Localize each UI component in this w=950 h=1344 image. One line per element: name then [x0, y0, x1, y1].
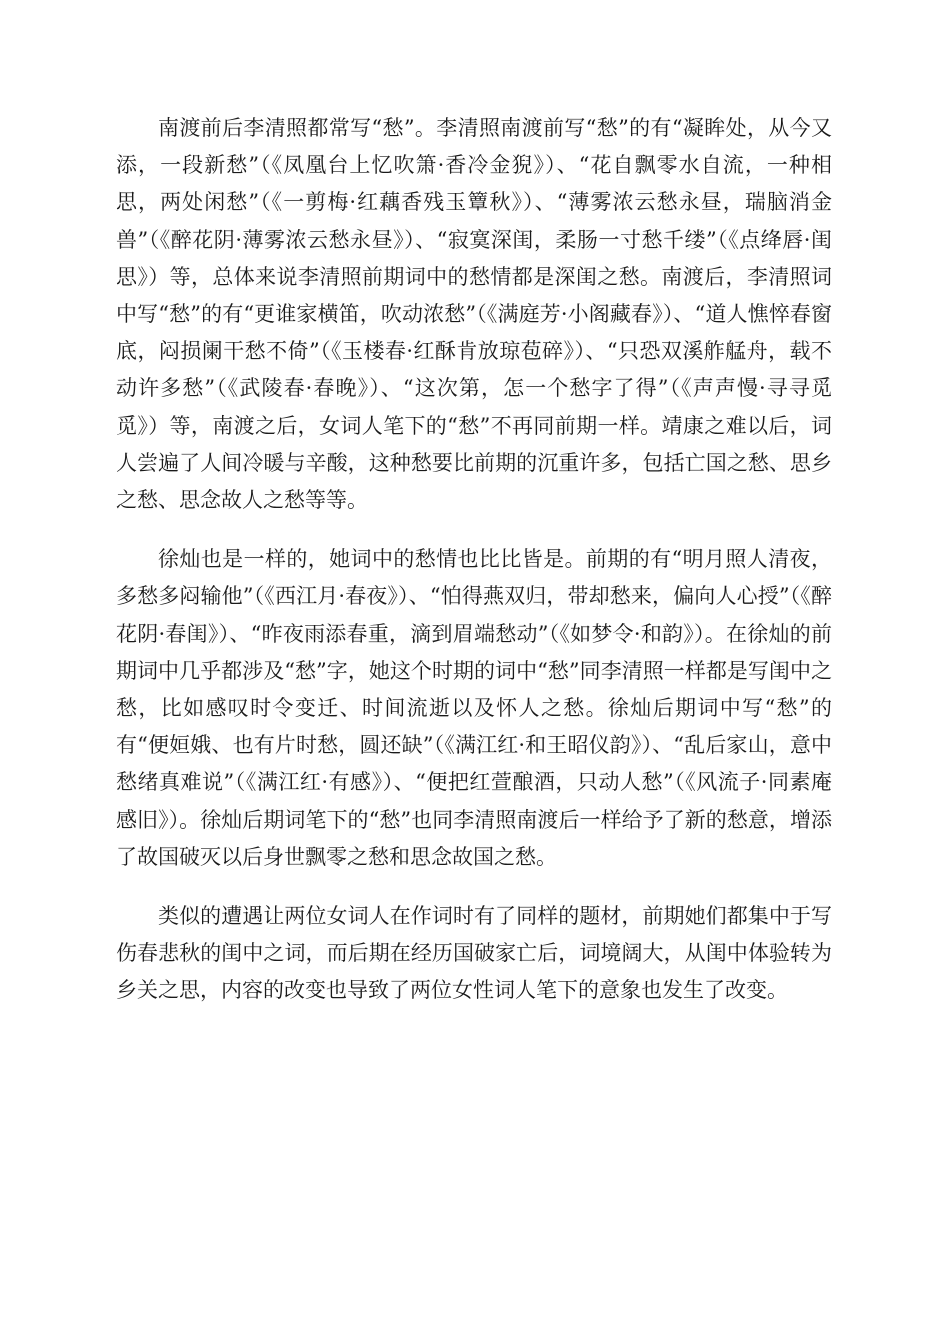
body-text	[116, 110, 832, 1032]
paragraph-1: 南渡前后李清照都常写“愁”。李清照南渡前写“愁”的有“凝眸处，从今又添，一段新愁”（《凤凰台上忆吹箫·香冷金猊》）、“花自飘零水自流，一种相思，两处闲愁”（《一剪梅·红藕香残玉簟秋》）、“薄雾浓云愁永昼，瑞脑消金兽”（《醉花阴·薄雾浓云愁永昼》）、“寂寞深闺，柔肠一寸愁千缕”（《点绛唇·闺思》）等，总体来说李清照前期词中的愁情都是深闺之愁。南渡后，李清照词中写“愁”的有“更谁家横笛，吹动浓愁”（《满庭芳·小阁藏春》）、“道人憔悴春窗底，闷损阑干愁不倚”（《玉楼春·红酥肯放琼苞碎》）、“只恐双溪舴艋舟，载不动许多愁”（《武陵春·春晚》）、“这次第，怎一个愁字了得”（《声声慢·寻寻觅觅》）等，南渡之后，女词人笔下的“愁”不再同前期一样。靖康之难以后，词人尝遍了人间冷暖与辛酸，这种愁要比前期的沉重许多，包括亡国之愁、思乡之愁、思念故人之愁等等。	[116, 116, 832, 513]
paragraph-3: 类似的遭遇让两位女词人在作词时有了同样的题材，前期她们都集中于写伤春悲秋的闺中之词，而后期在经历国破家亡后，词境阔大，从闺中体验转为乡关之思，内容的改变也导致了两位女性词人笔下的意象也发生了改变。	[116, 904, 832, 1003]
paragraph-2: 徐灿也是一样的，她词中的愁情也比比皆是。前期的有“明月照人清夜，多愁多闷输他”（《西江月·春夜》）、“怕得燕双归，带却愁来，偏向人心授”（《醉花阴·春闺》）、“昨夜雨添春重，滴到眉端愁动”（《如梦令·和韵》）。在徐灿的前期词中几乎都涉及“愁”字，她这个时期的词中“愁”同李清照一样都是写闺中之愁，比如感叹时令变迁、时间流逝以及怀人之愁。徐灿后期词中写“愁”的有“便姮娥、也有片时愁，圆还缺”（《满江红·和王昭仪韵》）、“乱后家山，意中愁绪真难说”（《满江红·有感》）、“便把红萱酿酒，只动人愁”（《风流子·同素庵感旧》）。徐灿后期词笔下的“愁”也同李清照南渡后一样给予了新的愁意，增添了故国破灭以后身世飘零之愁和思念故国之愁。	[116, 547, 832, 869]
